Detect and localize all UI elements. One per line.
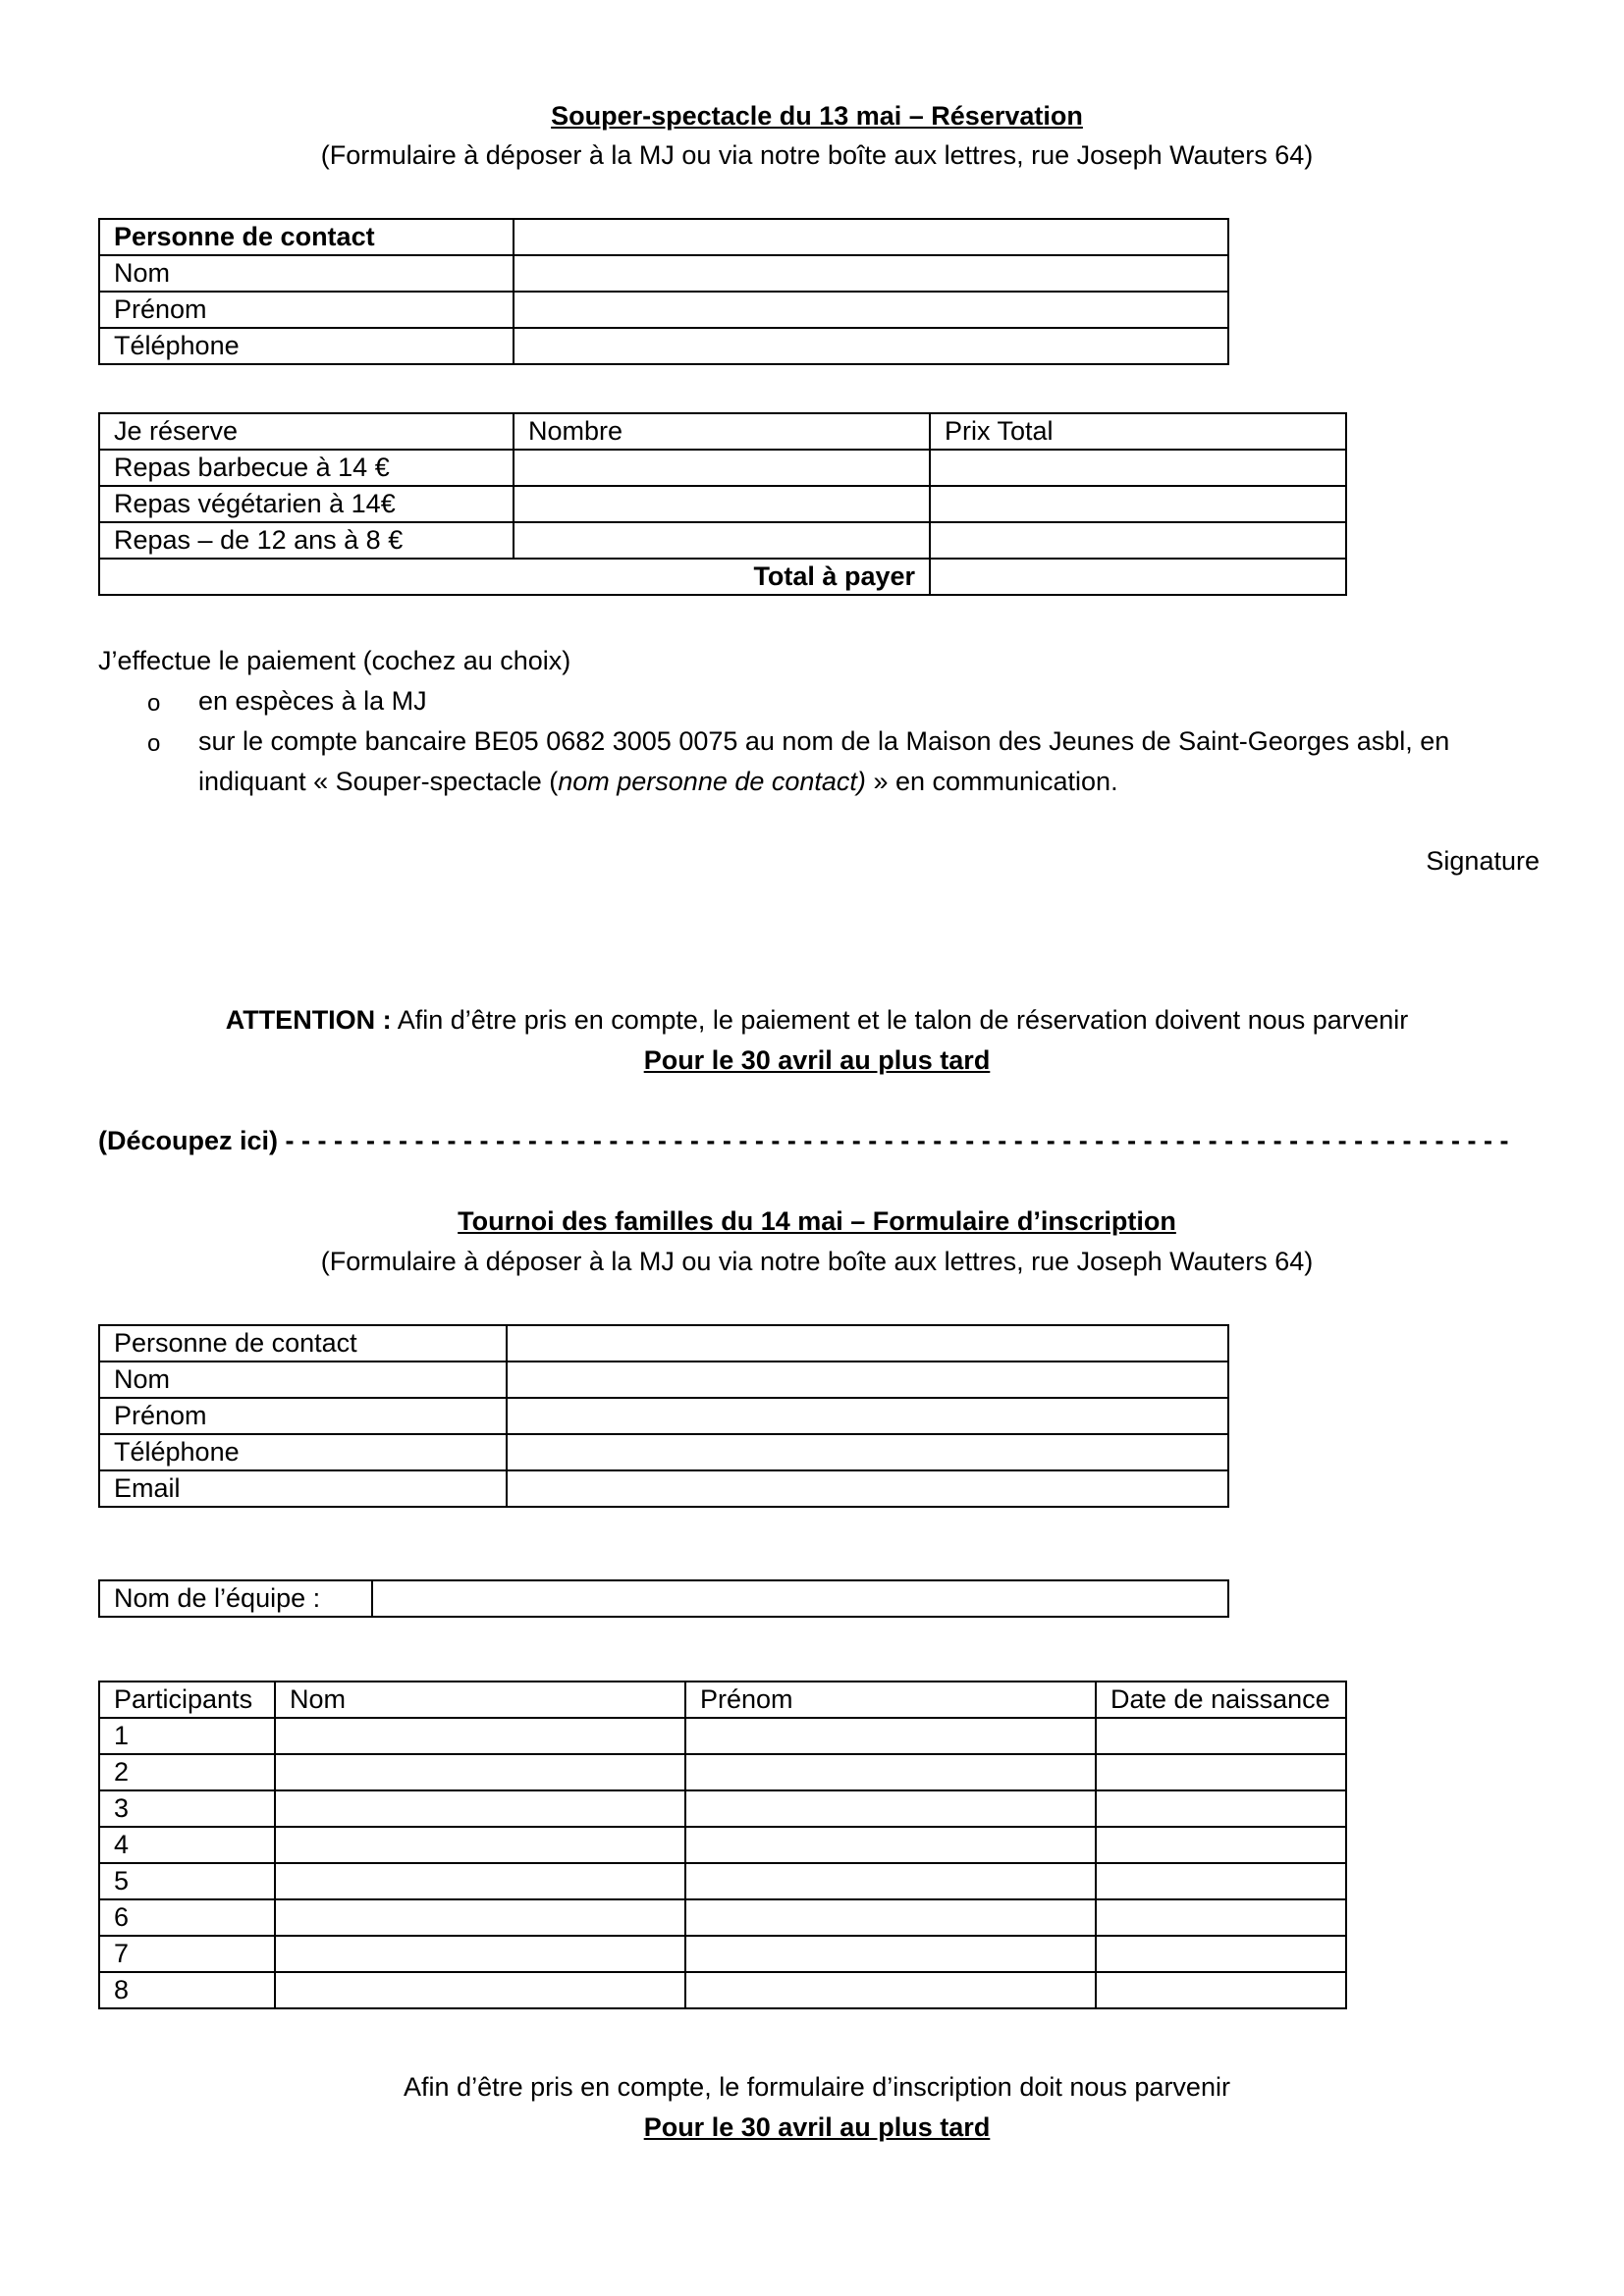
quantity-input[interactable] bbox=[514, 486, 930, 522]
participant-birthdate-input[interactable] bbox=[1096, 1827, 1346, 1863]
bank-text-b: » en communication. bbox=[865, 767, 1118, 796]
contact-label: Nom bbox=[99, 255, 514, 292]
contact-label: Prénom bbox=[99, 292, 514, 328]
participant-number: 6 bbox=[99, 1899, 275, 1936]
quantity-input[interactable] bbox=[514, 450, 930, 486]
contact-label: Personne de contact bbox=[99, 219, 514, 255]
table-row bbox=[99, 1827, 1346, 1863]
participant-number: 2 bbox=[99, 1754, 275, 1790]
checkbox-cash[interactable]: o bbox=[147, 690, 161, 717]
column-header: Date de naissance bbox=[1096, 1682, 1346, 1718]
column-header: Prix Total bbox=[930, 413, 1346, 450]
phone-input[interactable] bbox=[514, 328, 1228, 364]
souper-contact-table bbox=[98, 218, 1229, 365]
attention-label: ATTENTION : bbox=[225, 1005, 392, 1035]
contact-label: Téléphone bbox=[99, 1434, 507, 1470]
table-row bbox=[99, 486, 1346, 522]
payment-option-cash: en espèces à la MJ bbox=[198, 686, 427, 716]
table-row bbox=[99, 328, 1228, 364]
payment-option-bank-line1: sur le compte bancaire BE05 0682 3005 0075 au nom de la Maison des Jeunes de Saint-Georges asbl, en bbox=[198, 726, 1450, 756]
participant-name-input[interactable] bbox=[275, 1899, 685, 1936]
column-header: Je réserve bbox=[99, 413, 514, 450]
firstname-input[interactable] bbox=[514, 292, 1228, 328]
column-header: Nom bbox=[275, 1682, 685, 1718]
participant-number: 8 bbox=[99, 1972, 275, 2008]
table-row bbox=[99, 522, 1346, 559]
meal-label: Repas barbecue à 14 € bbox=[99, 450, 514, 486]
participant-firstname-input[interactable] bbox=[685, 1754, 1096, 1790]
contact-input[interactable] bbox=[507, 1325, 1228, 1362]
souper-title: Souper-spectacle du 13 mai – Réservation bbox=[551, 101, 1083, 131]
table-row bbox=[99, 559, 1346, 595]
table-row bbox=[99, 255, 1228, 292]
cut-label: (Découpez ici) bbox=[98, 1126, 279, 1155]
participant-firstname-input[interactable] bbox=[685, 1718, 1096, 1754]
team-name-input[interactable] bbox=[372, 1580, 1228, 1617]
team-label: Nom de l’équipe : bbox=[99, 1580, 372, 1617]
email-input[interactable] bbox=[507, 1470, 1228, 1507]
total-to-pay-input[interactable] bbox=[930, 559, 1346, 595]
tournoi-deadline: Pour le 30 avril au plus tard bbox=[643, 2112, 991, 2142]
table-row bbox=[99, 1325, 1228, 1362]
participant-firstname-input[interactable] bbox=[685, 1936, 1096, 1972]
table-row bbox=[99, 1434, 1228, 1470]
table-row bbox=[99, 1790, 1346, 1827]
firstname-input[interactable] bbox=[507, 1398, 1228, 1434]
souper-subtitle: (Formulaire à déposer à la MJ ou via notre boîte aux lettres, rue Joseph Wauters 64) bbox=[320, 140, 1314, 170]
contact-label: Prénom bbox=[99, 1398, 507, 1434]
table-row bbox=[99, 450, 1346, 486]
attention-line bbox=[0, 1005, 1624, 1036]
tournoi-footer-text: Afin d’être pris en compte, le formulaire d’inscription doit nous parvenir bbox=[404, 2072, 1230, 2102]
table-row bbox=[99, 1754, 1346, 1790]
participant-number: 3 bbox=[99, 1790, 275, 1827]
table-header-row bbox=[99, 1682, 1346, 1718]
payment-option-bank-line2 bbox=[198, 767, 1118, 797]
reservation-table bbox=[98, 412, 1347, 596]
participant-number: 4 bbox=[99, 1827, 275, 1863]
total-price-input[interactable] bbox=[930, 450, 1346, 486]
tournoi-subtitle: (Formulaire à déposer à la MJ ou via notre boîte aux lettres, rue Joseph Wauters 64) bbox=[320, 1247, 1314, 1276]
tournoi-title: Tournoi des familles du 14 mai – Formulaire d’inscription bbox=[458, 1206, 1176, 1236]
bank-text-a: indiquant « Souper-spectacle ( bbox=[198, 767, 559, 796]
checkbox-bank[interactable]: o bbox=[147, 730, 161, 757]
table-row bbox=[99, 1362, 1228, 1398]
participant-name-input[interactable] bbox=[275, 1863, 685, 1899]
participant-number: 7 bbox=[99, 1936, 275, 1972]
total-label: Total à payer bbox=[99, 559, 930, 595]
participant-birthdate-input[interactable] bbox=[1096, 1718, 1346, 1754]
bank-text-italic: nom personne de contact) bbox=[558, 767, 866, 796]
table-row bbox=[99, 292, 1228, 328]
name-input[interactable] bbox=[507, 1362, 1228, 1398]
tournoi-contact-table bbox=[98, 1324, 1229, 1508]
meal-label: Repas – de 12 ans à 8 € bbox=[99, 522, 514, 559]
participants-table bbox=[98, 1681, 1347, 2009]
table-row bbox=[99, 1580, 1228, 1617]
participant-name-input[interactable] bbox=[275, 1936, 685, 1972]
team-table bbox=[98, 1579, 1229, 1618]
participant-birthdate-input[interactable] bbox=[1096, 1899, 1346, 1936]
contact-input[interactable] bbox=[514, 219, 1228, 255]
participant-number: 1 bbox=[99, 1718, 275, 1754]
participant-firstname-input[interactable] bbox=[685, 1972, 1096, 2008]
participant-name-input[interactable] bbox=[275, 1827, 685, 1863]
participant-firstname-input[interactable] bbox=[685, 1827, 1096, 1863]
column-header: Participants bbox=[99, 1682, 275, 1718]
contact-label: Nom bbox=[99, 1362, 507, 1398]
table-row bbox=[99, 1899, 1346, 1936]
souper-deadline: Pour le 30 avril au plus tard bbox=[643, 1045, 991, 1075]
participant-name-input[interactable] bbox=[275, 1972, 685, 2008]
table-row bbox=[99, 1398, 1228, 1434]
table-header-row bbox=[99, 413, 1346, 450]
cut-line bbox=[98, 1126, 1542, 1156]
participant-birthdate-input[interactable] bbox=[1096, 1972, 1346, 2008]
participant-firstname-input[interactable] bbox=[685, 1899, 1096, 1936]
participant-name-input[interactable] bbox=[275, 1718, 685, 1754]
table-row bbox=[99, 1936, 1346, 1972]
payment-intro: J’effectue le paiement (cochez au choix) bbox=[98, 646, 571, 675]
participant-name-input[interactable] bbox=[275, 1754, 685, 1790]
participant-firstname-input[interactable] bbox=[685, 1790, 1096, 1827]
participant-firstname-input[interactable] bbox=[685, 1863, 1096, 1899]
participant-birthdate-input[interactable] bbox=[1096, 1863, 1346, 1899]
table-row bbox=[99, 1972, 1346, 2008]
total-price-input[interactable] bbox=[930, 522, 1346, 559]
participant-birthdate-input[interactable] bbox=[1096, 1936, 1346, 1972]
total-price-input[interactable] bbox=[930, 486, 1346, 522]
participant-name-input[interactable] bbox=[275, 1790, 685, 1827]
signature-label: Signature bbox=[1426, 846, 1540, 876]
table-row bbox=[99, 219, 1228, 255]
column-header: Prénom bbox=[685, 1682, 1096, 1718]
column-header: Nombre bbox=[514, 413, 930, 450]
quantity-input[interactable] bbox=[514, 522, 930, 559]
attention-text: Afin d’être pris en compte, le paiement et le talon de réservation doivent nous parvenir bbox=[391, 1005, 1409, 1035]
table-row bbox=[99, 1470, 1228, 1507]
table-row bbox=[99, 1718, 1346, 1754]
cut-dashes: - - - - - - - - - - - - - - - - - - - - - - - - - - - - - - - - - - - - - - - - - - - - - - - - - - - - - - - - - - - - - - - - - - - - - - - - - - - - bbox=[285, 1126, 1509, 1155]
participant-number: 5 bbox=[99, 1863, 275, 1899]
contact-label: Email bbox=[99, 1470, 507, 1507]
name-input[interactable] bbox=[514, 255, 1228, 292]
phone-input[interactable] bbox=[507, 1434, 1228, 1470]
meal-label: Repas végétarien à 14€ bbox=[99, 486, 514, 522]
contact-label: Téléphone bbox=[99, 328, 514, 364]
participant-birthdate-input[interactable] bbox=[1096, 1754, 1346, 1790]
participant-birthdate-input[interactable] bbox=[1096, 1790, 1346, 1827]
contact-label: Personne de contact bbox=[99, 1325, 507, 1362]
table-row bbox=[99, 1863, 1346, 1899]
